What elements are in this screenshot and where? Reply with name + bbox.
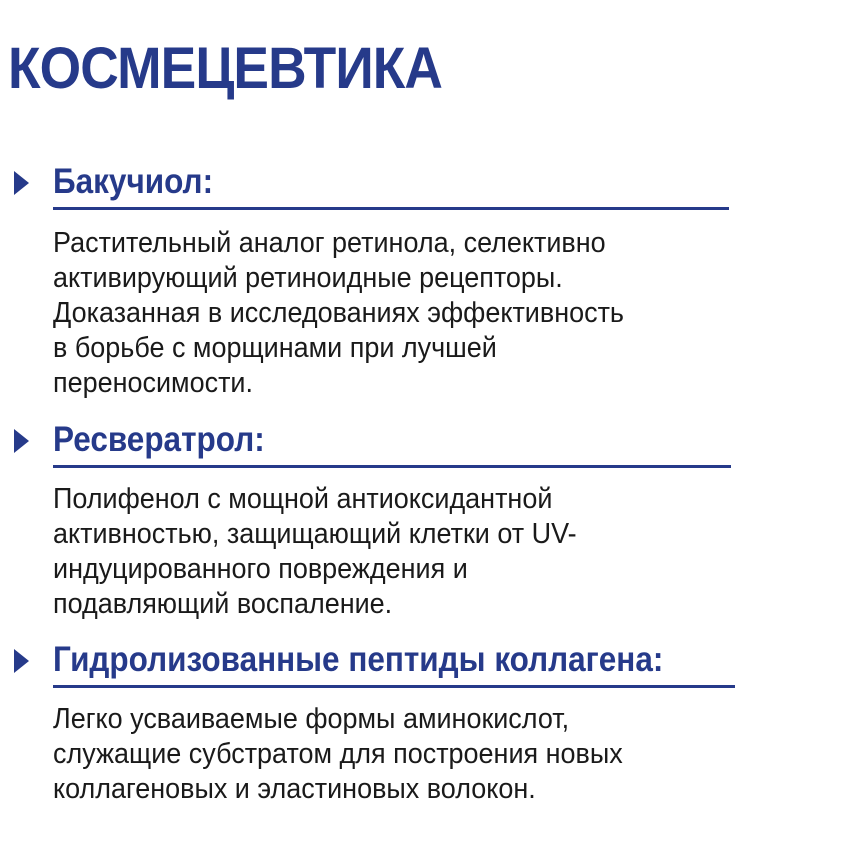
section-header bbox=[0, 638, 845, 690]
section-heading: Бакучиол: bbox=[53, 162, 214, 201]
description-line: переносимости. bbox=[53, 367, 253, 399]
section-description bbox=[53, 482, 577, 622]
section-resveratrol bbox=[0, 418, 845, 620]
section-heading: Ресвератрол: bbox=[53, 420, 265, 459]
description-line: Полифенол с мощной антиоксидантной bbox=[53, 483, 553, 515]
description-line: коллагеновых и эластиновых волокон. bbox=[53, 773, 536, 805]
description-line: в борьбе с морщинами при лучшей bbox=[53, 332, 497, 364]
section-divider bbox=[53, 685, 735, 688]
triangle-bullet-icon bbox=[14, 429, 29, 453]
description-line: индуцированного повреждения и bbox=[53, 553, 468, 585]
section-header bbox=[0, 160, 845, 212]
page-title: КОСМЕЦЕВТИКА bbox=[8, 36, 443, 101]
section-header bbox=[0, 418, 845, 470]
section-description bbox=[53, 226, 624, 401]
section-divider bbox=[53, 465, 731, 468]
section-collagen-peptides bbox=[0, 638, 845, 805]
description-line: Растительный аналог ретинола, селективно bbox=[53, 227, 606, 259]
description-line: Легко усваиваемые формы аминокислот, bbox=[53, 703, 570, 735]
triangle-bullet-icon bbox=[14, 649, 29, 673]
description-line: подавляющий воспаление. bbox=[53, 588, 393, 620]
triangle-bullet-icon bbox=[14, 171, 29, 195]
section-divider bbox=[53, 207, 729, 210]
description-line: служащие субстратом для построения новых bbox=[53, 738, 623, 770]
description-line: активирующий ретиноидные рецепторы. bbox=[53, 262, 563, 294]
section-description bbox=[53, 702, 623, 807]
section-bakuchiol bbox=[0, 160, 845, 399]
description-line: активностью, защищающий клетки от UV- bbox=[53, 518, 577, 550]
section-heading: Гидролизованные пептиды коллагена: bbox=[53, 640, 664, 679]
description-line: Доказанная в исследованиях эффективность bbox=[53, 297, 624, 329]
